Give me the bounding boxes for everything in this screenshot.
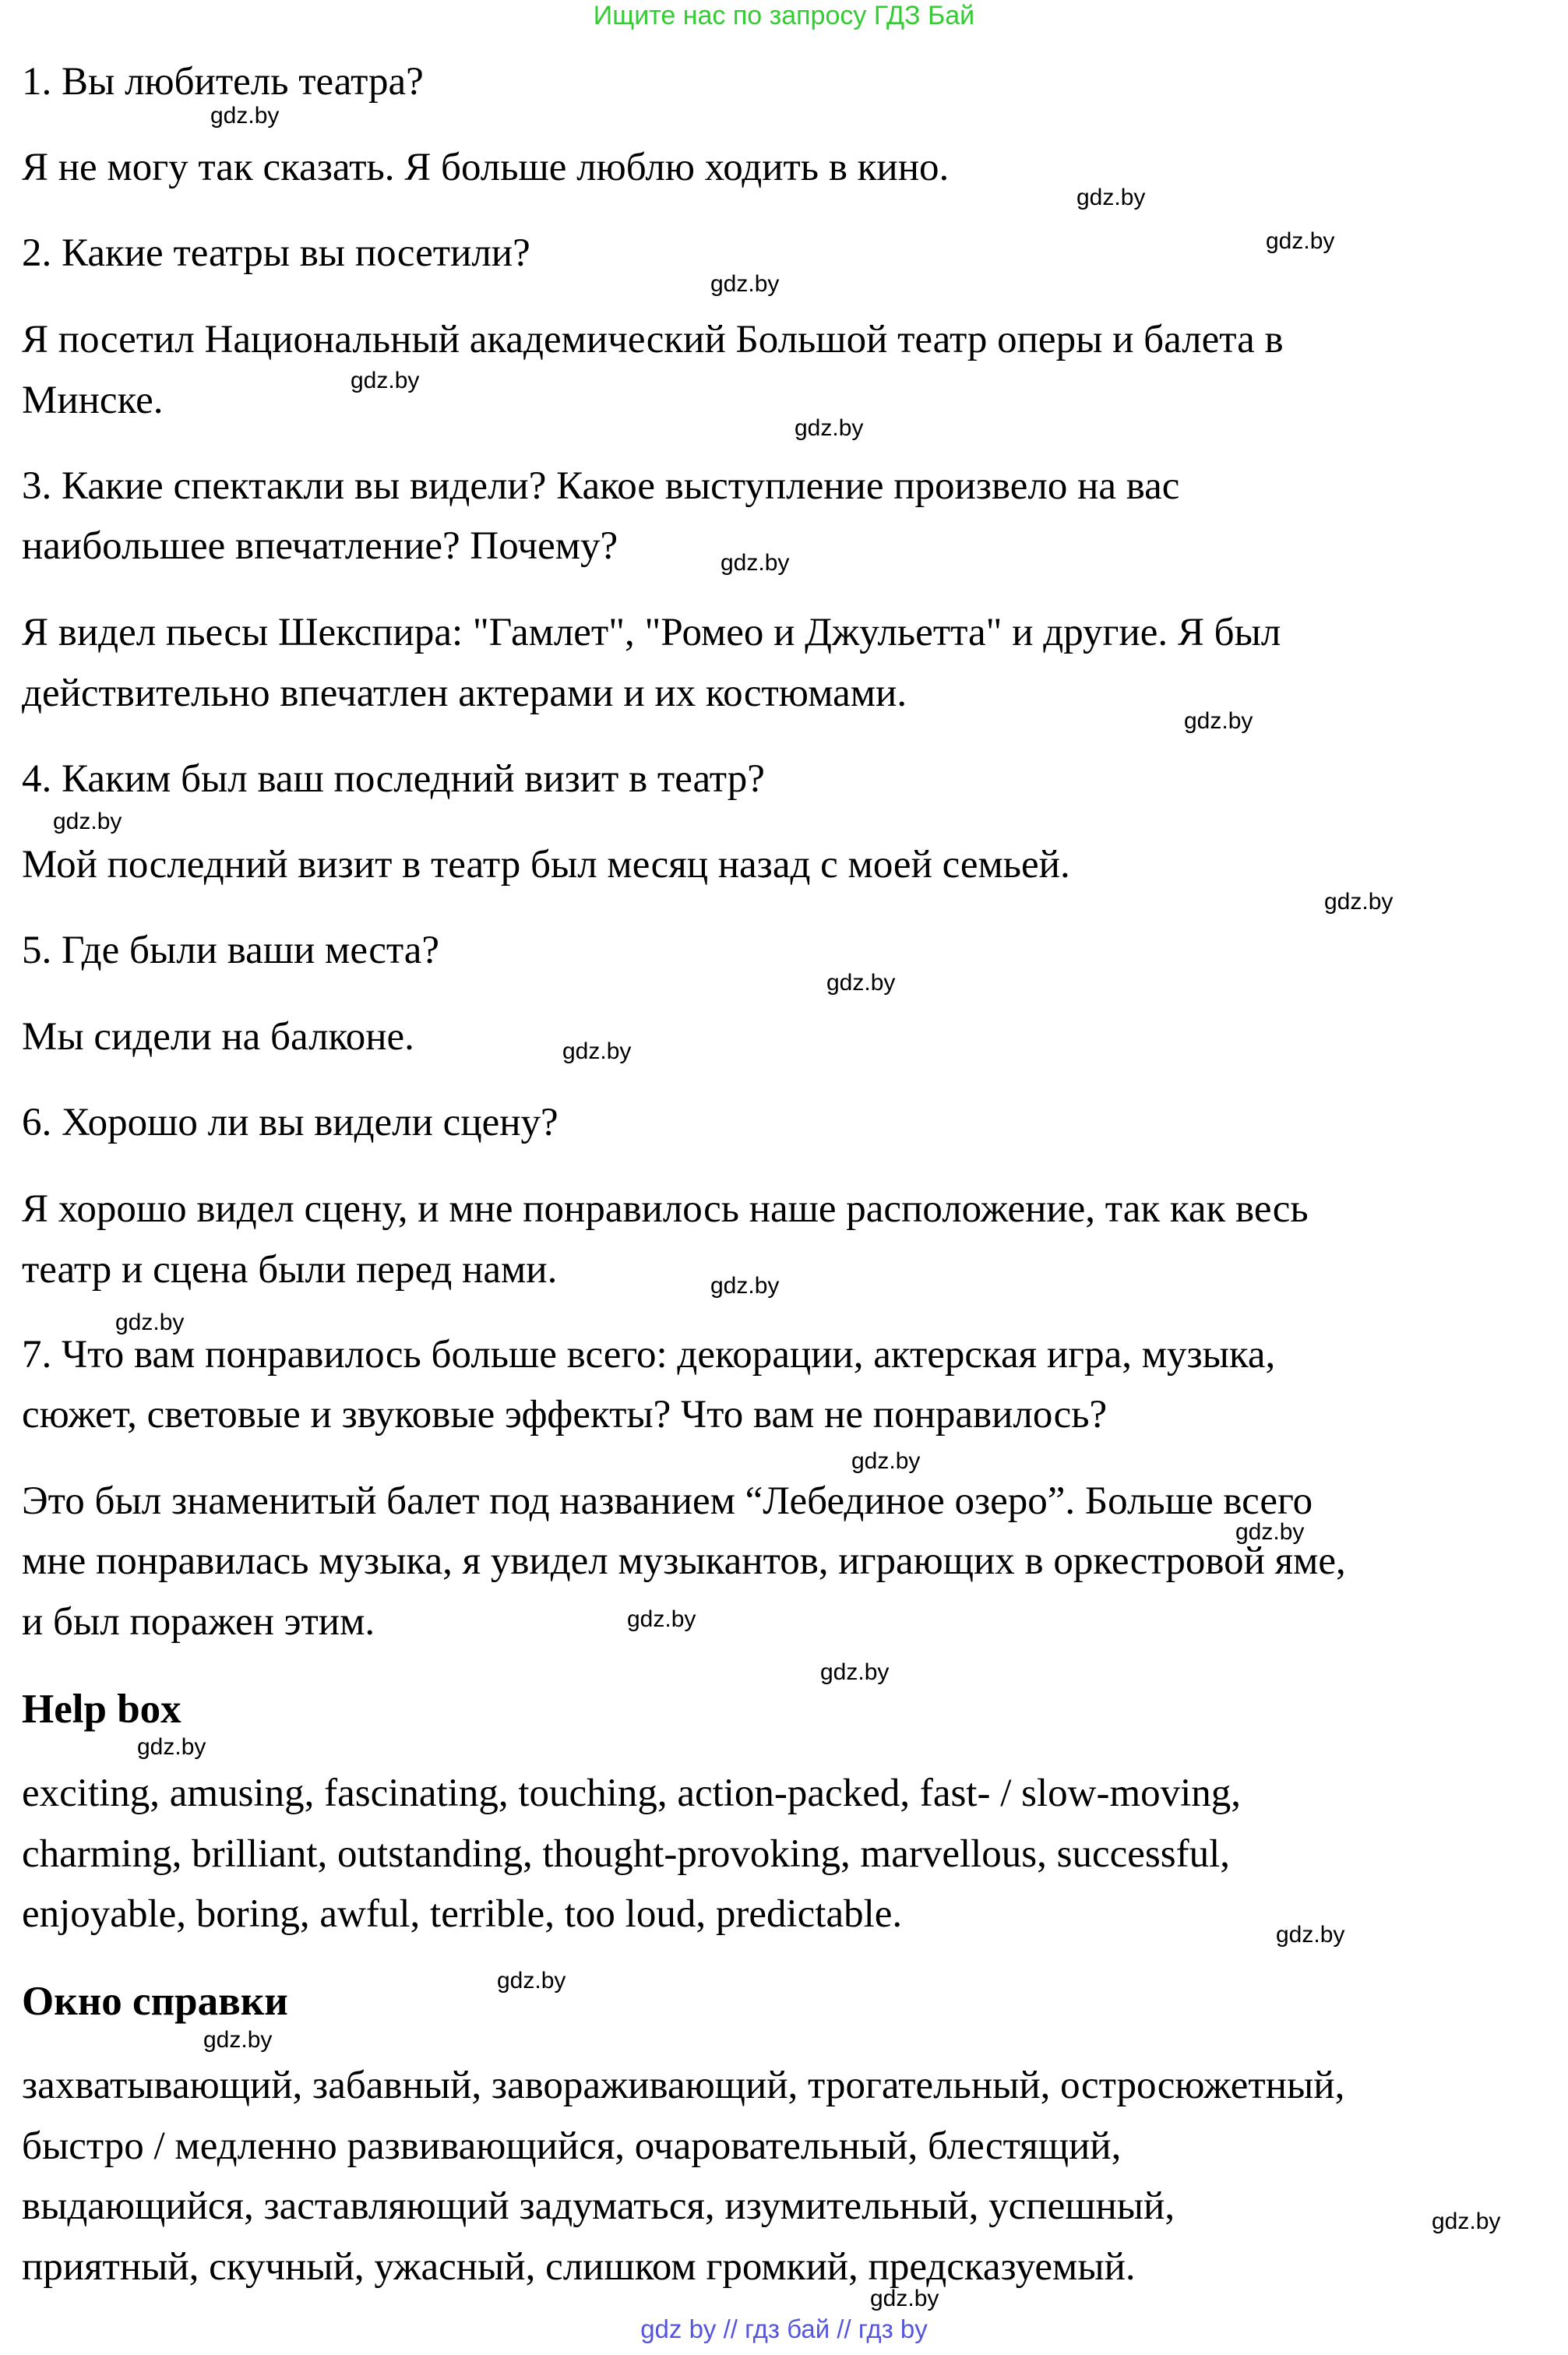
answer-3-line-1: Я видел пьесы Шекспира: "Гамлет", "Ромео и Джульетта" и другие. Я был <box>22 611 1281 654</box>
answer-7-line-1: Это был знаменитый балет под названием “Лебединое озеро”. Больше всего <box>22 1479 1313 1523</box>
help-box-line-2: charming, brilliant, outstanding, thought-provoking, marvellous, successful, <box>22 1832 1230 1876</box>
top-banner[interactable]: Ищите нас по запросу ГДЗ Бай <box>593 1 975 30</box>
question-3-line-2: наибольшее впечатление? Почему? <box>22 524 618 568</box>
watermark: gdz.by <box>870 2286 939 2311</box>
watermark: gdz.by <box>721 550 790 576</box>
watermark: gdz.by <box>1266 228 1335 254</box>
help-box-ru-title: Окно справки <box>22 1979 288 2024</box>
question-2: 2. Какие театры вы посетили? <box>22 231 530 275</box>
answer-3-line-2: действительно впечатлен актерами и их костюмами. <box>22 672 907 715</box>
watermark: gdz.by <box>562 1038 632 1064</box>
watermark: gdz.by <box>1184 708 1253 734</box>
answer-2-line-2: Минске. <box>22 379 164 422</box>
watermark: gdz.by <box>710 271 780 297</box>
answer-2-line-1: Я посетил Национальный академический Большой театр оперы и балета в <box>22 318 1284 361</box>
help-box-line-1: exciting, amusing, fascinating, touching, action-packed, fast- / slow-moving, <box>22 1772 1242 1815</box>
watermark: gdz.by <box>1076 185 1146 210</box>
answer-1-line-1: Я не могу так сказать. Я больше люблю ходить в кино. <box>22 146 950 189</box>
question-3-line-1: 3. Какие спектакли вы видели? Какое выступление произвело на вас <box>22 464 1180 508</box>
help-box-ru-line-2: быстро / медленно развивающийся, очаровательный, блестящий, <box>22 2124 1122 2168</box>
watermark: gdz.by <box>1324 889 1394 915</box>
footer-links[interactable]: gdz by // гдз бай // гдз by <box>640 2314 928 2343</box>
help-box-ru-line-4: приятный, скучный, ужасный, слишком громкий, предсказуемый. <box>22 2245 1136 2289</box>
watermark: gdz.by <box>1235 1519 1305 1545</box>
watermark: gdz.by <box>851 1448 921 1474</box>
answer-6-line-2: театр и сцена были перед нами. <box>22 1248 558 1292</box>
watermark: gdz.by <box>795 415 864 441</box>
answer-7-line-3: и был поражен этим. <box>22 1600 375 1644</box>
watermark: gdz.by <box>351 368 420 393</box>
watermark: gdz.by <box>137 1734 206 1760</box>
watermark: gdz.by <box>826 970 896 996</box>
question-1: 1. Вы любитель театра? <box>22 60 424 104</box>
answer-5-line-1: Мы сидели на балконе. <box>22 1015 414 1059</box>
help-box-line-3: enjoyable, boring, awful, terrible, too loud, predictable. <box>22 1892 903 1936</box>
watermark: gdz.by <box>627 1606 696 1632</box>
watermark: gdz.by <box>710 1273 780 1299</box>
watermark: gdz.by <box>203 2027 273 2053</box>
watermark: gdz.by <box>53 809 122 834</box>
watermark: gdz.by <box>497 1968 566 1994</box>
help-box-ru-line-1: захватывающий, забавный, завораживающий, трогательный, остросюжетный, <box>22 2064 1345 2107</box>
answer-4-line-1: Мой последний визит в театр был месяц назад с моей семьей. <box>22 843 1070 887</box>
watermark: gdz.by <box>820 1659 890 1685</box>
question-6: 6. Хорошо ли вы видели сцену? <box>22 1101 558 1144</box>
help-box-ru-line-3: выдающийся, заставляющий задуматься, изумительный, успешный, <box>22 2184 1175 2228</box>
answer-6-line-1: Я хорошо видел сцену, и мне понравилось наше расположение, так как весь <box>22 1187 1309 1231</box>
watermark: gdz.by <box>1276 1922 1345 1948</box>
question-4: 4. Каким был ваш последний визит в театр? <box>22 757 765 801</box>
answer-7-line-2: мне понравилась музыка, я увидел музыкантов, играющих в оркестровой яме, <box>22 1539 1346 1583</box>
watermark: gdz.by <box>210 103 280 129</box>
question-5: 5. Где были ваши места? <box>22 929 440 972</box>
help-box-title: Help box <box>22 1687 181 1732</box>
watermark: gdz.by <box>115 1310 185 1335</box>
question-7-line-2: сюжет, световые и звуковые эффекты? Что вам не понравилось? <box>22 1393 1108 1437</box>
question-7-line-1: 7. Что вам понравилось больше всего: декорации, актерская игра, музыка, <box>22 1333 1276 1377</box>
watermark: gdz.by <box>1432 2209 1501 2234</box>
